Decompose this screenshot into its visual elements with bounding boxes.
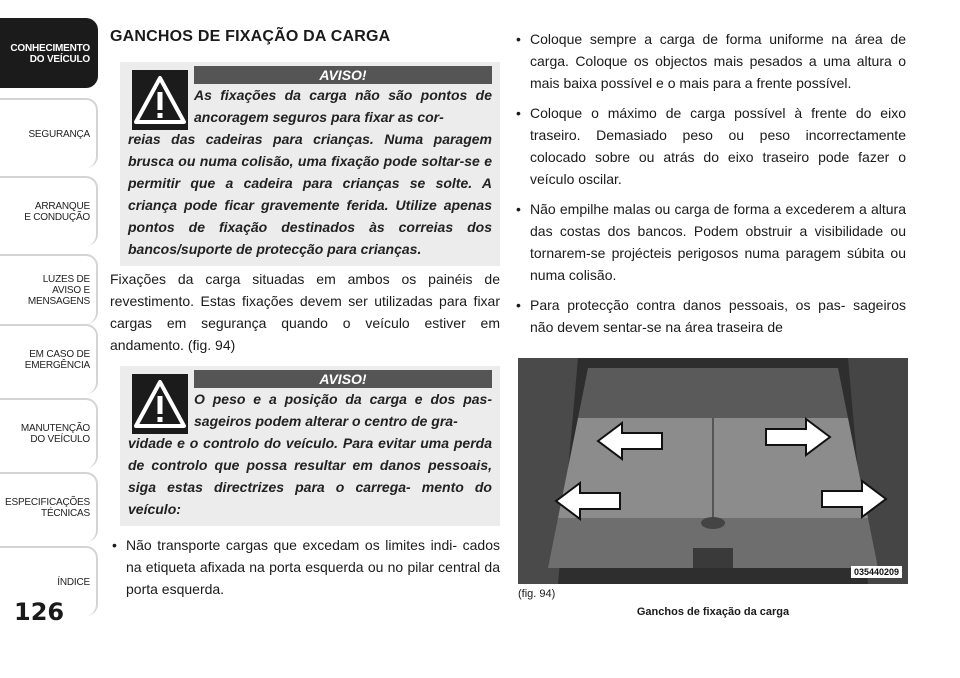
warning-text-indented: O peso e a posição da carga e dos pas- sageiros podem alterar o centro de gra- xyxy=(194,391,492,429)
page-number: 126 xyxy=(14,598,65,626)
list-item: • Coloque sempre a carga de forma uniforme na área de carga. Coloque os objectos mais pesados a uma altura o mais baixa possível e o mais para a frente possível. xyxy=(514,28,906,94)
arrow-left-icon xyxy=(596,420,664,462)
warning-text-rest: vidade e o controlo do veículo. Para evitar uma perda de controlo que possa resultar em danos pessoais, siga estas directrizes para o carrega- mento do veículo: xyxy=(128,435,492,517)
list-item: • Coloque o máximo de carga possível à frente do eixo traseiro. Demasiado peso ou peso incorrectamente colocado sobre ou atrás do eixo traseiro pode fazer o veículo oscilar. xyxy=(514,102,906,190)
tab-manutencao-do-veiculo[interactable]: MANUTENÇÃO DO VEÍCULO xyxy=(0,398,98,468)
tab-luzes-de-aviso[interactable]: LUZES DE AVISO E MENSAGENS xyxy=(0,254,98,324)
tab-seguranca[interactable]: SEGURANÇA xyxy=(0,98,98,168)
arrow-right-icon xyxy=(764,416,832,458)
list-item: • Não empilhe malas ou carga de forma a excederem a altura das costas dos bancos. Podem obstruir a visibilidade ou tornarem-se projécteis perigosos numa paragem súbita ou numa colisão. xyxy=(514,198,906,286)
list-item: • Não transporte cargas que excedam os limites indi- cados na etiqueta afixada na porta esquerda ou no pilar central da porta esquerda. xyxy=(110,534,500,600)
warning-title: AVISO! xyxy=(194,370,492,388)
bullet-list xyxy=(514,28,906,338)
right-column xyxy=(514,28,906,346)
figure-code: 035440209 xyxy=(851,566,902,578)
figure-caption: Ganchos de fixação da carga xyxy=(636,606,790,618)
section-heading: GANCHOS DE FIXAÇÃO DA CARGA xyxy=(110,28,391,45)
body-paragraph: Fixações da carga situadas em ambos os painéis de revestimento. Estas fixações devem ser utilizadas para fixar cargas em segurança quando o veículo estiver em andamento. (fig. 94) xyxy=(110,271,500,353)
figure-label: (fig. 94) xyxy=(518,588,556,600)
cargo-area-illustration xyxy=(518,358,908,584)
warning-triangle-icon xyxy=(132,374,188,434)
list-item: • Para protecção contra danos pessoais, os pas- sageiros não devem sentar-se na área traseira de xyxy=(514,294,906,338)
arrow-right-icon xyxy=(820,478,888,520)
tab-especificacoes-tecnicas[interactable]: ESPECIFICAÇÕES TÉCNICAS xyxy=(0,472,98,542)
warning-text-indented: As fixações da carga não são pontos de ancoragem seguros para fixar as cor- xyxy=(194,87,492,125)
tab-em-caso-de-emergencia[interactable]: EM CASO DE EMERGÊNCIA xyxy=(0,324,98,394)
warning-box xyxy=(120,366,500,526)
tab-indice[interactable]: ÍNDICE xyxy=(0,546,98,616)
left-column xyxy=(110,28,500,608)
tab-conhecimento-do-veiculo[interactable]: CONHECIMENTO DO VEÍCULO xyxy=(0,18,98,88)
bullet-list xyxy=(110,534,500,600)
tab-arranque-e-conducao[interactable]: ARRANQUE E CONDUÇÃO xyxy=(0,176,98,246)
warning-title: AVISO! xyxy=(194,66,492,84)
warning-box xyxy=(120,62,500,266)
arrow-left-icon xyxy=(554,480,622,522)
warning-text-rest: reias das cadeiras para crianças. Numa paragem brusca ou numa colisão, uma fixação pode soltar-se e permitir que a cadeira para crianças se solte. A criança pode ficar gravemente ferida. Utilize apenas pontos de fixação destinados às correias dos bancos/suporte de protecção para crianças. xyxy=(128,131,492,257)
warning-triangle-icon xyxy=(132,70,188,130)
